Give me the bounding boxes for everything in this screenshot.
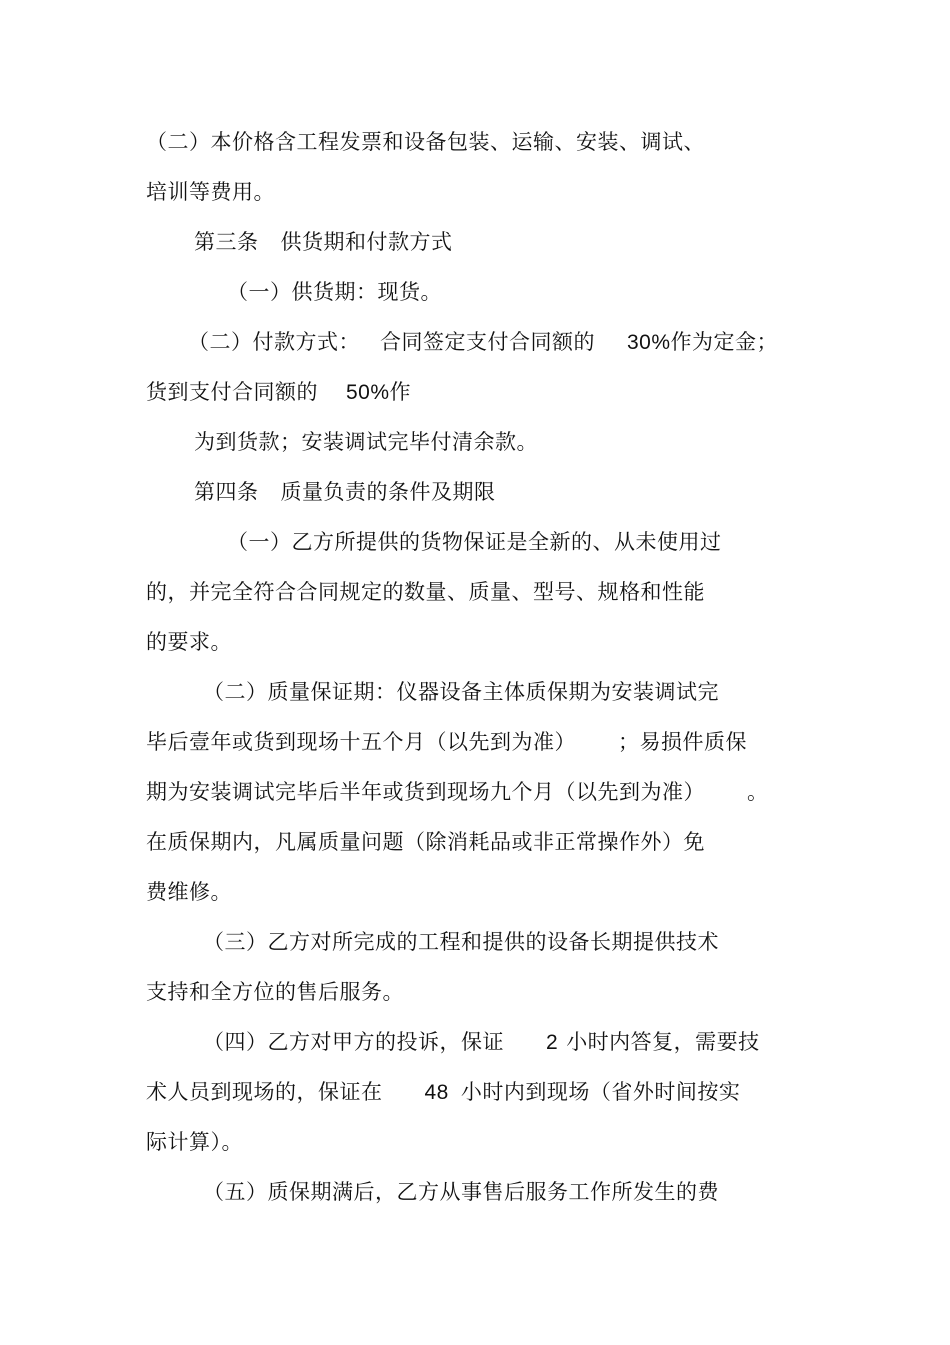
clause-3-2-delivery-text: 货到支付合同额的 [146, 380, 318, 404]
article-4-heading [194, 478, 496, 506]
article-3-number: 第三条 [194, 230, 259, 254]
clause-4-1-line-3: 的要求。 [146, 630, 232, 654]
clause-4-2-line-4: 在质保期内，凡属质量问题（除消耗品或非正常操作外）免 [146, 830, 705, 854]
clause-3-2-delivery-percent: 50%作 [346, 381, 412, 404]
clause-4-4-line-2 [146, 1078, 740, 1107]
clause-4-4-line-3: 际计算）。 [146, 1130, 243, 1154]
clause-4-1-line-1: （一）乙方所提供的货物保证是全新的、从未使用过 [227, 530, 722, 554]
clause-4-2-wear-parts-text: ；易损件质保 [618, 730, 747, 754]
clause-4-2-period-end: 。 [747, 780, 769, 804]
clause-4-3-line-2: 支持和全方位的售后服务。 [146, 980, 404, 1004]
clause-4-2-line-5: 费维修。 [146, 880, 232, 904]
clause-4-4-onsite-text: 术人员到现场的，保证在 [146, 1080, 383, 1104]
clause-3-2-label: （二）付款方式： [188, 330, 360, 354]
clause-4-4-text: （四）乙方对甲方的投诉，保证 [203, 1030, 504, 1054]
clause-4-2-warranty-text: 毕后壹年或货到现场十五个月（以先到为准） [146, 730, 576, 754]
article-4-number: 第四条 [194, 480, 259, 504]
clause-3-2-line-3: 为到货款；安装调试完毕付清余款。 [194, 430, 538, 454]
clause-2-2-line-2: 培训等费用。 [146, 180, 275, 204]
clause-2-2-line-1: （二）本价格含工程发票和设备包装、运输、安装、调试、 [146, 130, 705, 154]
article-3-title: 供货期和付款方式 [280, 230, 453, 254]
clause-3-1: （一）供货期：现货。 [227, 280, 442, 304]
clause-4-1-line-2: 的，并完全符合合同规定的数量、质量、型号、规格和性能 [146, 580, 705, 604]
article-4-title: 质量负责的条件及期限 [280, 480, 496, 504]
clause-4-4-reply-hours: 2 [546, 1031, 559, 1054]
article-3-heading [194, 228, 453, 256]
clause-4-4-onsite-hours: 48 [424, 1081, 449, 1104]
clause-3-2-line-1 [188, 328, 778, 357]
clause-3-2-text: 合同签定支付合同额的 [380, 330, 595, 354]
clause-4-3-line-1: （三）乙方对所完成的工程和提供的设备长期提供技术 [203, 930, 719, 954]
clause-4-4-onsite-detail: 小时内到现场（省外时间按实 [460, 1080, 741, 1104]
clause-3-2-line-2 [146, 378, 411, 407]
clause-3-2-deposit: 30%作为定金； [627, 331, 779, 354]
clause-4-2-line-1: （二）质量保证期：仪器设备主体质保期为安装调试完 [203, 680, 719, 704]
clause-4-2-line-2 [146, 728, 747, 756]
clause-4-4-reply-text: 小时内答复，需要技 [566, 1030, 760, 1054]
clause-4-2-wear-parts-period: 期为安装调试完毕后半年或货到现场九个月（以先到为准） [146, 780, 705, 804]
clause-4-4-line-1 [203, 1028, 760, 1057]
clause-4-2-line-3 [146, 778, 769, 806]
clause-4-5-line-1: （五）质保期满后，乙方从事售后服务工作所发生的费 [203, 1180, 719, 1204]
